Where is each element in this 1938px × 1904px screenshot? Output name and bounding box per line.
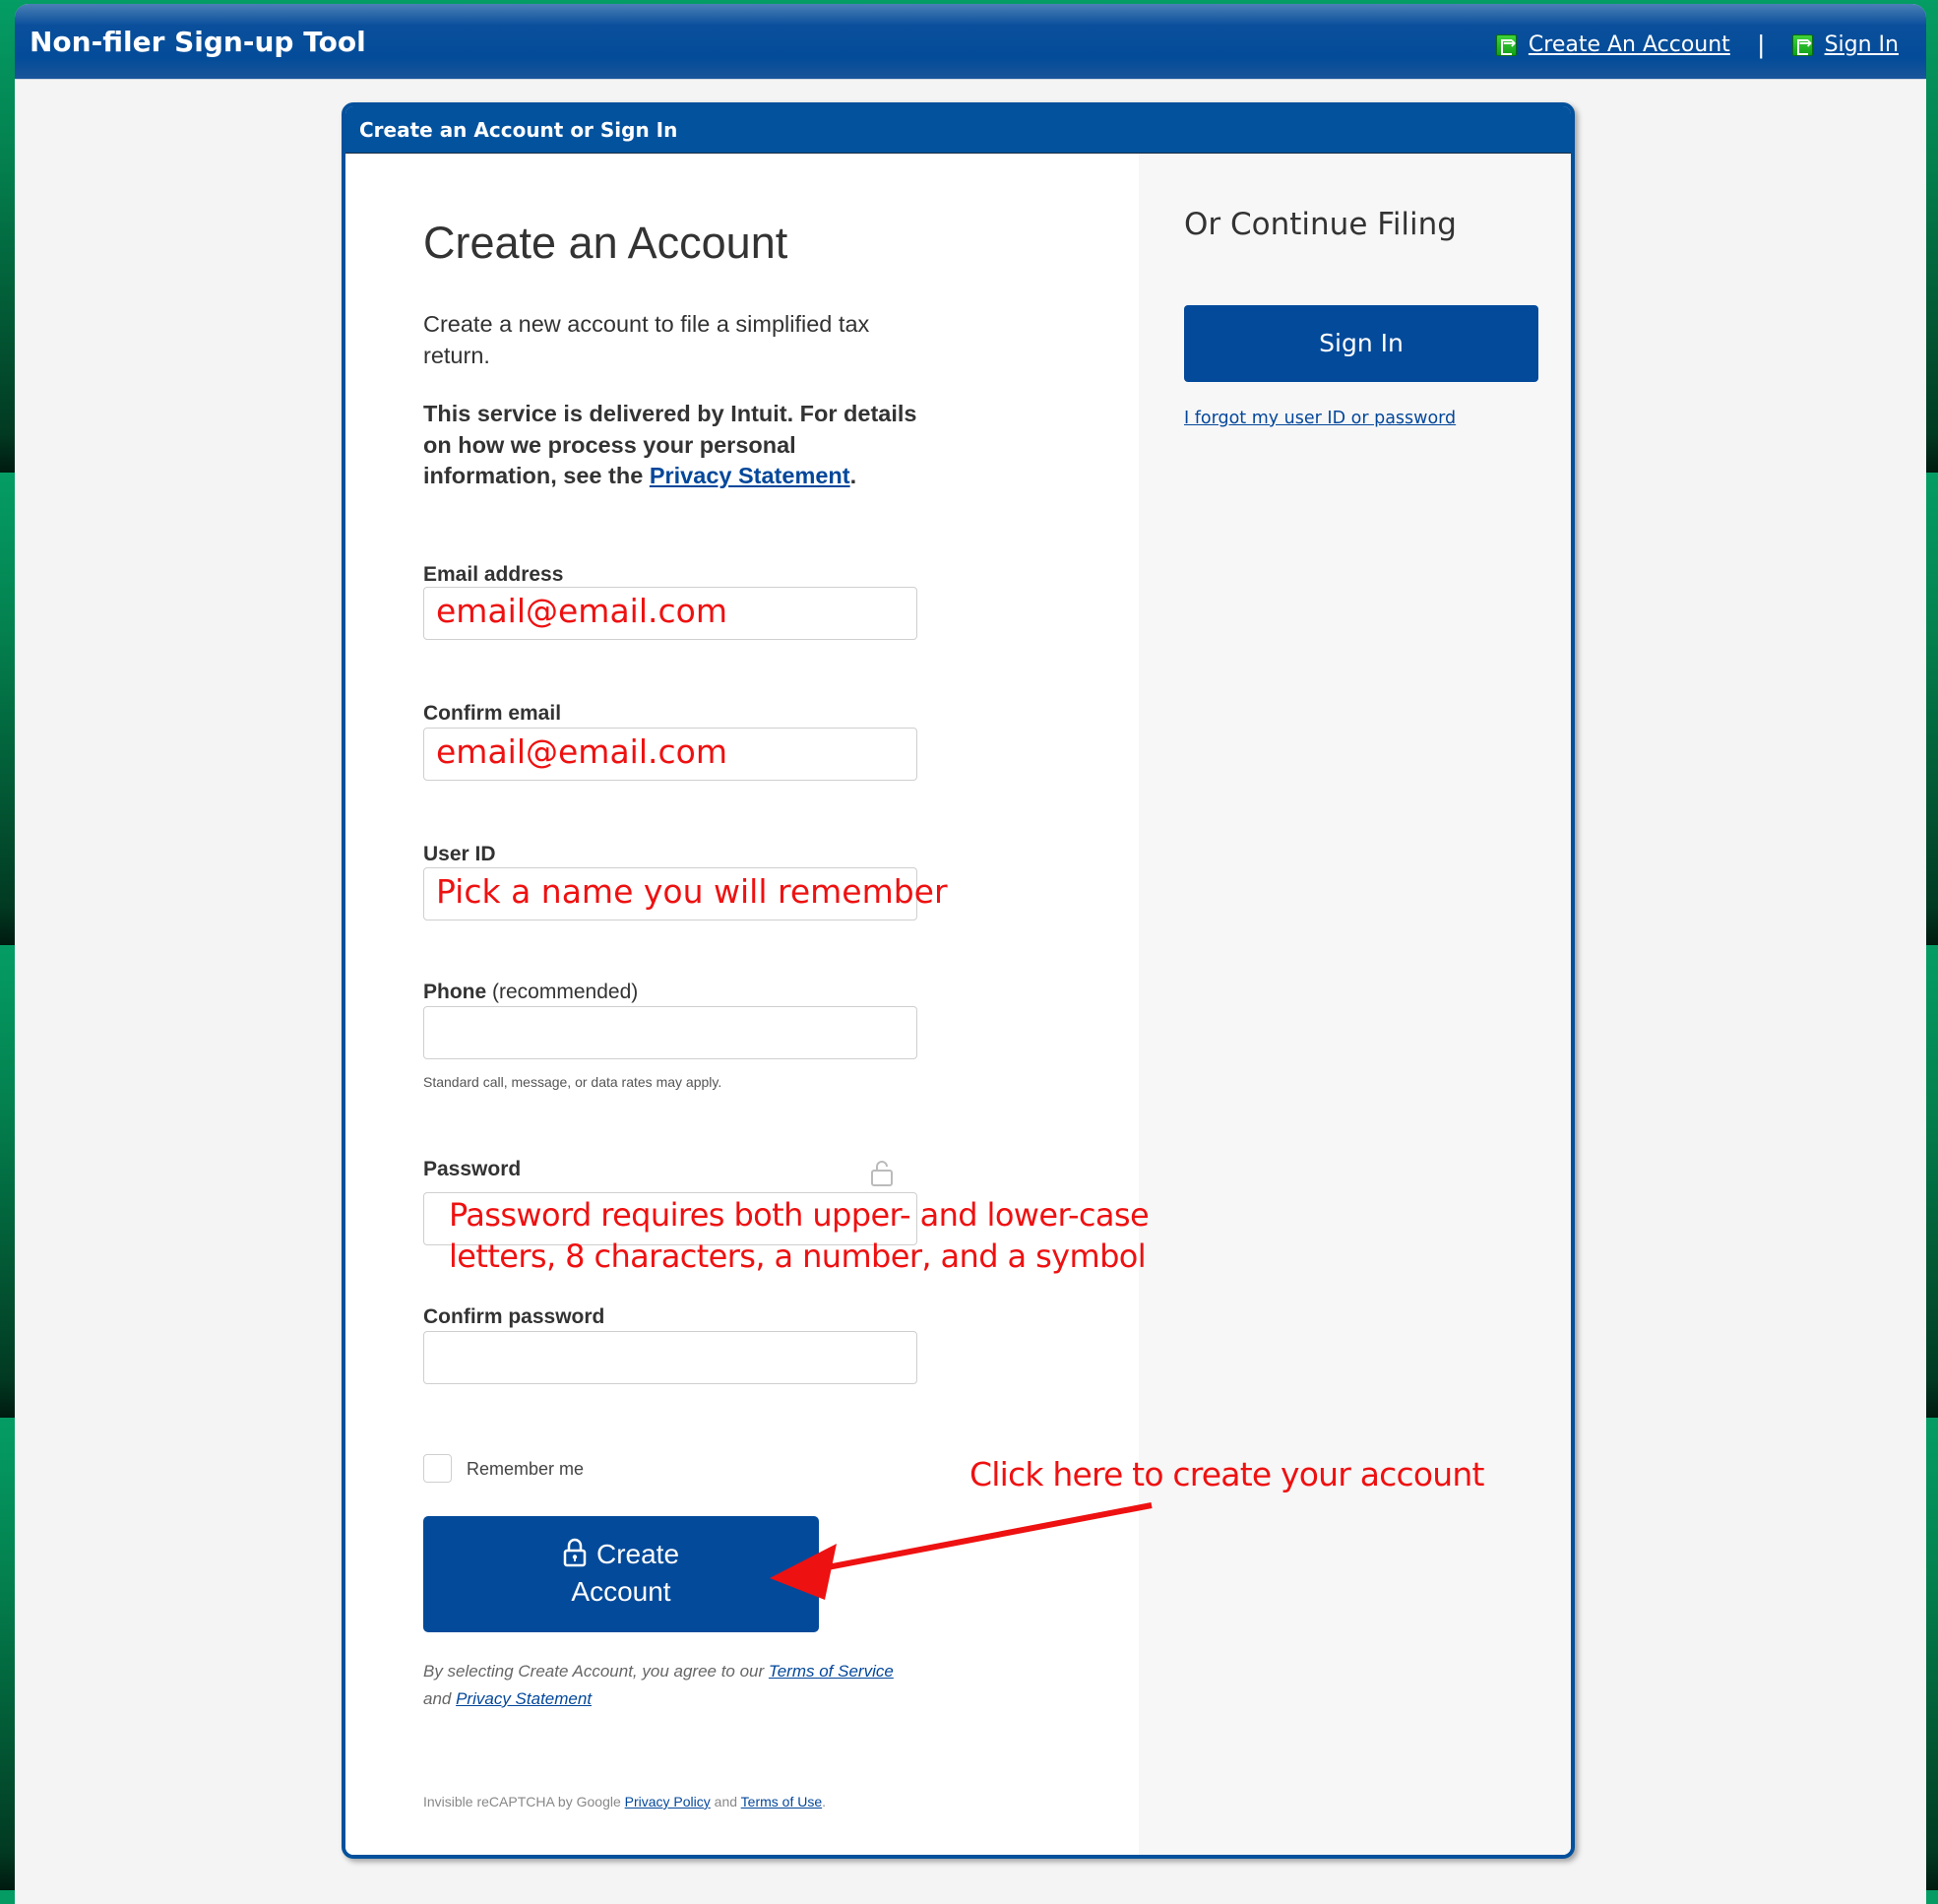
card-header: Create an Account or Sign In [345, 106, 1571, 154]
sign-in-button[interactable]: Sign In [1184, 305, 1538, 382]
password-manager-lock-icon[interactable] [869, 1160, 895, 1187]
top-bar [15, 4, 1926, 80]
agree-privacy-statement-link[interactable]: Privacy Statement [456, 1689, 593, 1708]
email-label: Email address [423, 563, 564, 586]
lock-icon [563, 1538, 587, 1567]
password-note-line1: Password requires both upper- and lower-case [449, 1196, 1150, 1234]
exit-icon [1792, 34, 1813, 56]
password-note-line2: letters, 8 characters, a number, and a symbol [449, 1238, 1147, 1275]
phone-label-suffix: (recommended) [492, 981, 639, 1003]
recaptcha-privacy-link[interactable]: Privacy Policy [624, 1794, 711, 1809]
phone-field[interactable] [423, 1006, 917, 1059]
recaptcha-prefix: Invisible reCAPTCHA by Google [423, 1794, 625, 1809]
phone-hint: Standard call, message, or data rates may apply. [423, 1074, 722, 1090]
password-requirements-annotation [449, 1194, 1157, 1277]
agreement-text [423, 1658, 894, 1713]
notice-text: This service is delivered by Intuit. For details on how we process your personal information, see the [423, 401, 917, 488]
agree-prefix: By selecting Create Account, you agree to our [423, 1662, 769, 1681]
password-label: Password [423, 1158, 522, 1180]
remember-me-label: Remember me [467, 1459, 585, 1479]
confirm-password-label: Confirm password [423, 1305, 605, 1328]
notice-end: . [849, 463, 857, 488]
continue-filing-heading: Or Continue Filing [1184, 207, 1457, 242]
confirm-password-field[interactable] [423, 1331, 917, 1384]
recaptcha-notice [423, 1794, 826, 1809]
terms-of-service-link[interactable]: Terms of Service [768, 1662, 894, 1681]
recaptcha-and: and [710, 1794, 741, 1809]
create-button-line2: Account [571, 1576, 671, 1607]
nav-create-account-label: Create An Account [1528, 32, 1730, 57]
nav-create-account-link[interactable] [1496, 32, 1730, 57]
create-account-heading: Create an Account [423, 218, 788, 268]
create-account-callout: Click here to create your account [969, 1455, 1484, 1493]
phone-label [423, 981, 638, 1004]
top-nav [1496, 30, 1899, 60]
nav-sign-in-label: Sign In [1824, 32, 1899, 57]
continue-filing-panel [1139, 154, 1571, 1855]
confirm-email-field[interactable]: email@email.com [423, 728, 917, 781]
recaptcha-terms-link[interactable]: Terms of Use [740, 1794, 823, 1809]
exit-icon [1496, 34, 1517, 56]
card-body [345, 154, 1571, 1855]
agree-and: and [423, 1689, 457, 1708]
remember-me-checkbox[interactable] [423, 1454, 452, 1483]
phone-label-text: Phone [423, 981, 487, 1003]
confirm-email-label: Confirm email [423, 702, 562, 725]
create-account-button[interactable] [423, 1516, 819, 1632]
privacy-statement-link[interactable]: Privacy Statement [649, 463, 850, 488]
forgot-credentials-link[interactable]: I forgot my user ID or password [1184, 409, 1457, 428]
create-button-line1: Create [595, 1539, 680, 1569]
user-id-label: User ID [423, 843, 496, 865]
intro-text: Create a new account to file a simplified tax return. [423, 311, 870, 368]
account-card [342, 102, 1575, 1859]
intuit-notice [423, 399, 935, 492]
nav-separator: | [1757, 30, 1765, 59]
email-field[interactable]: email@email.com [423, 587, 917, 640]
create-account-panel [345, 154, 1139, 1855]
recaptcha-end: . [822, 1794, 827, 1809]
nav-sign-in-link[interactable] [1792, 32, 1899, 57]
app-title: Non-filer Sign-up Tool [30, 26, 366, 58]
user-id-field[interactable]: Pick a name you will remember [423, 867, 917, 920]
